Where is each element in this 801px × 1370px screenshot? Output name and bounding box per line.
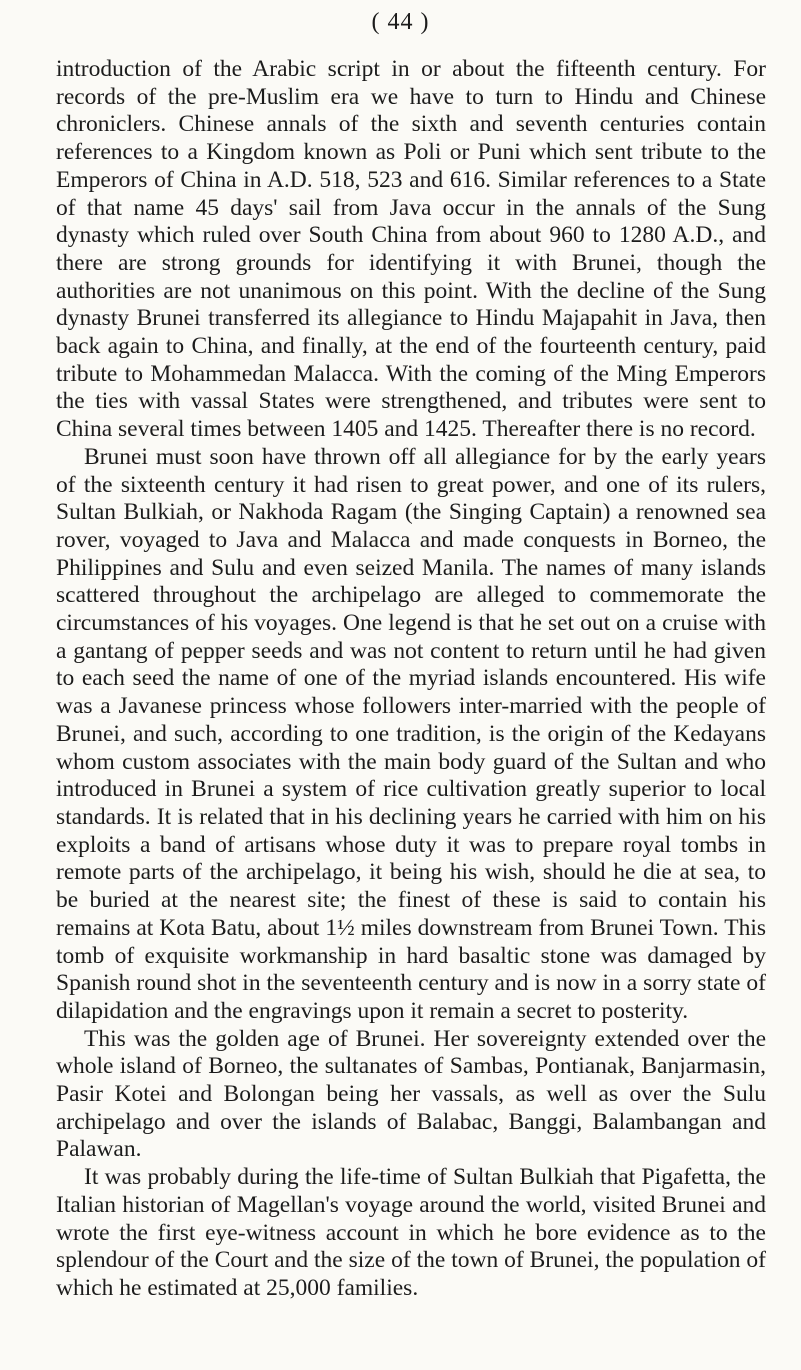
paragraph-chinese-annals: introduction of the Arabic script in or about the fifteenth century. For records of the pre-Muslim era we have to turn to Hindu and Chinese chroniclers. Chinese annals of the sixth and seventh centuries contain references to a Kingdom known as Poli or Puni which sent tribute to the Emperors of China in A.D. 518, 523 and 616. Similar references to a State of that name 45 days' sail from Java occur in the annals of the Sung dynasty which ruled over South China from about 960 to 1280 A.D., and there are strong grounds for identifying it with Brunei, though the authorities are not unanimous on this point. With the decline of the Sung dynasty Brunei transferred its allegiance to Hindu Majapahit in Java, then back again to China, and finally, at the end of the fourteenth century, paid tribute to Mohammedan Malacca. With the coming of the Ming Emperors the ties with vassal States were strengthened, and tributes were sent to China several times between 1405 and 1425. Thereafter there is no record.	[56, 56, 766, 443]
paragraph-pigafetta: It was probably during the life-time of Sultan Bulkiah that Pigafetta, the Italian historian of Magellan's voyage around the world, visited Brunei and wrote the first eye-witness account in which he bore evidence as to the splendour of the Court and the size of the town of Brunei, the population of which he estimated at 25,000 families.	[56, 1164, 766, 1301]
paragraph-golden-age: This was the golden age of Brunei. Her sovereignty extended over the whole island of Borneo, the sultanates of Sambas, Pontianak, Banjarmasin, Pasir Kotei and Bolongan being her vassals, as well as over the Sulu archipelago and over the islands of Balabac, Banggi, Balambangan and Palawan.	[56, 1025, 766, 1163]
body-text	[56, 56, 766, 1303]
paragraph-sultan-bulkiah: Brunei must soon have thrown off all allegiance for by the early years of the sixteenth century it had risen to great power, and one of its rulers, Sultan Bulkiah, or Nakhoda Ragam (the Singing Captain) a renowned sea rover, voyaged to Java and Malacca and made conquests in Borneo, the Philippines and Sulu and even seized Manila. The names of many islands scattered throughout the archipelago are alleged to commemorate the circumstances of his voyages. One legend is that he set out on a cruise with a gantang of pepper seeds and was not content to return until he had given to each seed the name of one of the myriad islands encountered. His wife was a Javanese princess whose followers inter-married with the people of Brunei, and such, according to one tradition, is the origin of the Kedayans whom custom associates with the main body guard of the Sultan and who introduced in Brunei a system of rice cultivation greatly superior to local standards. It is related that in his declining years he carried with him on his exploits a band of artisans whose duty it was to prepare royal tombs in remote parts of the archipelago, it being his wish, should he die at sea, to be buried at the nearest site; the finest of these is said to contain his remains at Kota Batu, about 1½ miles downstream from Brunei Town. This tomb of exquisite workmanship in hard basaltic stone was damaged by Spanish round shot in the seventeenth century and is now in a sorry state of dilapidation and the engravings upon it remain a secret to posterity.	[56, 443, 766, 1024]
page-number: ( 44 )	[371, 9, 430, 35]
